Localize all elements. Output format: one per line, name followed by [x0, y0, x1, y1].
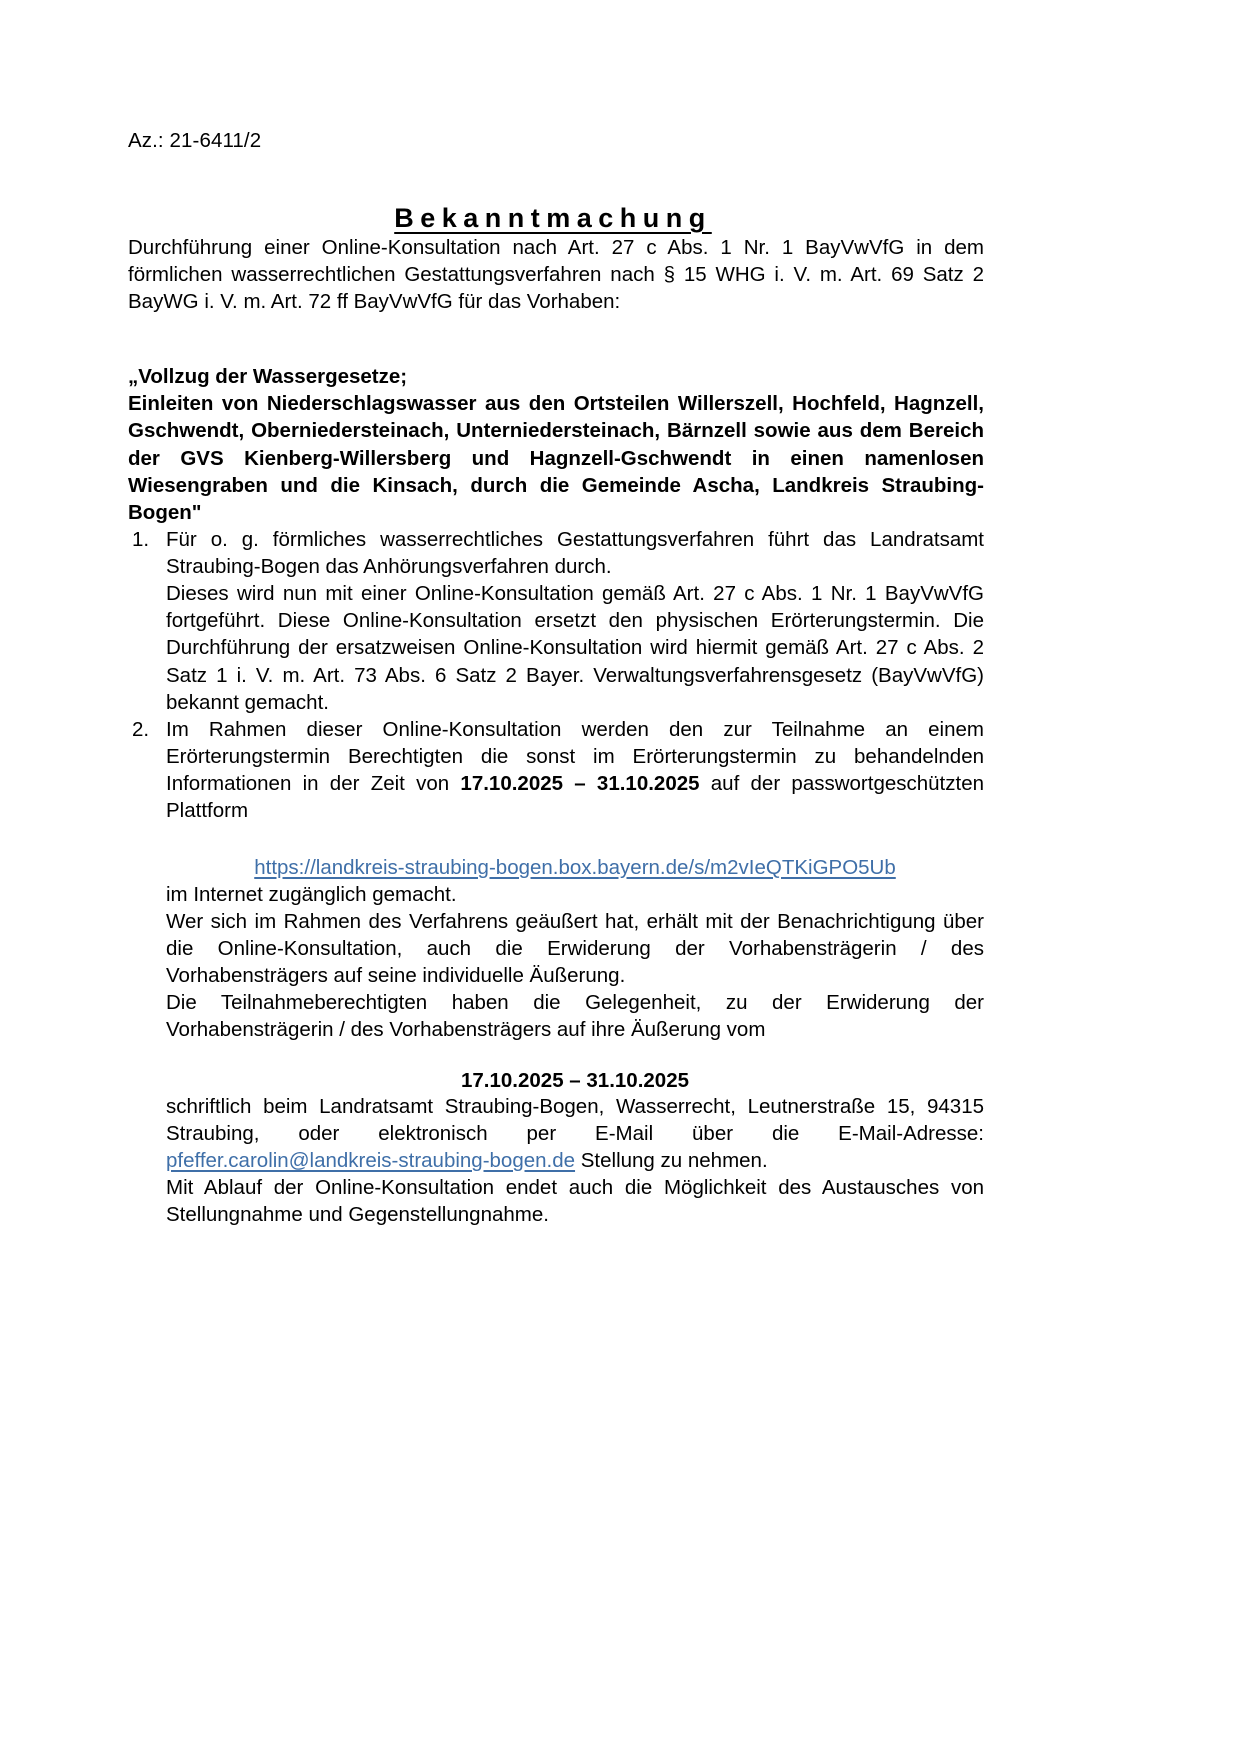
platform-url-line: [166, 854, 984, 881]
project-title-body: Einleiten von Niederschlagswasser aus den Ortsteilen Willerszell, Hochfeld, Hagnzell, Gschwendt, Oberniedersteinach, Unterniedersteinach, Bärnzell sowie aus dem Bereich der GVS Kienberg-Willersberg und Hagnzell-Gschwendt in einen namenlosen Wiesengraben und die Kinsach, durch die Gemeinde Ascha, Landkreis Straubing-Bogen": [128, 392, 984, 525]
platform-url-link[interactable]: https://landkreis-straubing-bogen.box.bayern.de/s/m2vIeQTKiGPO5Ub: [254, 855, 896, 879]
numbered-list: [128, 526, 984, 1228]
item-2-address-paragraph: [166, 1093, 984, 1174]
address-after-email: Stellung zu nehmen.: [575, 1149, 768, 1173]
item-2-intro-before-dates: Im Rahmen dieser Online-Konsultation werden den zur Teilnahme an einem Erörterungstermin Berechtigten die sonst im Erörterungstermin zu behandelnden Informationen in der Zeit von: [166, 717, 984, 795]
intro-paragraph: Durchführung einer Online-Konsultation nach Art. 27 c Abs. 1 Nr. 1 BayVwVfG in dem förmlichen wasserrechtlichen Gestattungsverfahren nach § 15 WHG i. V. m. Art. 69 Satz 2 BayWG i. V. m. Art. 72 ff BayVwVfG für das Vorhaben:: [128, 235, 984, 313]
item-2-closing-paragraph: Mit Ablauf der Online-Konsultation endet auch die Möglichkeit des Austausches von Stellungnahme und Gegenstellungnahme.: [166, 1176, 984, 1227]
project-title-line-1: „Vollzug der Wassergesetze;: [128, 364, 408, 388]
list-item-2: [128, 716, 984, 1229]
item-2-intro-after-dates: auf der passwortgeschützten Plattform: [166, 771, 984, 822]
list-marker-1: 1.: [132, 528, 150, 552]
contact-email-link[interactable]: pfeffer.carolin@landkreis-straubing-bogen.de: [166, 1149, 576, 1173]
item-1-paragraph-1: Für o. g. förmliches wasserrechtliches Gestattungsverfahren führt das Landratsamt Straubing-Bogen das Anhörungsverfahren durch.: [166, 528, 984, 579]
document-content: [128, 128, 984, 1228]
file-reference: Az.: 21-6411/2: [128, 129, 262, 152]
list-marker-2: 2.: [132, 717, 150, 741]
list-item-1: [128, 526, 984, 715]
page-title: Bekanntmachung: [394, 202, 712, 233]
item-2-intro-paragraph: [166, 716, 984, 824]
item-2-centered-date: 17.10.2025 – 31.10.2025: [461, 1069, 689, 1093]
item-2-opportunity-paragraph: Die Teilnahmeberechtigten haben die Gelegenheit, zu der Erwiderung der Vorhabensträgerin / des Vorhabensträgers auf ihre Äußerung vom: [166, 991, 984, 1042]
item-2-after-url: im Internet zugänglich gemacht.: [166, 882, 457, 906]
project-title-block: [128, 363, 984, 527]
item-2-response-paragraph: Wer sich im Rahmen des Verfahrens geäußert hat, erhält mit der Benachrichtigung über die Online-Konsultation, auch die Erwiderung der Vorhabensträgerin / des Vorhabensträgers auf seine individuelle Äußerung.: [166, 909, 984, 987]
item-2-date-range: 17.10.2025 – 31.10.2025: [460, 771, 700, 795]
page-title-container: [128, 203, 984, 234]
item-1-paragraph-2: Dieses wird nun mit einer Online-Konsultation gemäß Art. 27 c Abs. 1 Nr. 1 BayVwVfG fortgeführt. Diese Online-Konsultation ersetzt den physischen Erörterungstermin. Die Durchführung der ersatzweisen Online-Konsultation wird hiermit gemäß Art. 27 c Abs. 2 Satz 1 i. V. m. Art. 73 Abs. 6 Satz 2 Bayer. Verwaltungsverfahrensgesetz (BayVwVfG) bekannt gemacht.: [166, 582, 984, 714]
address-before-email: schriftlich beim Landratsamt Straubing-Bogen, Wasserrecht, Leutnerstraße 15, 94315 Straubing, oder elektronisch per E-Mail über die E-Mail-Adresse:: [166, 1095, 984, 1146]
